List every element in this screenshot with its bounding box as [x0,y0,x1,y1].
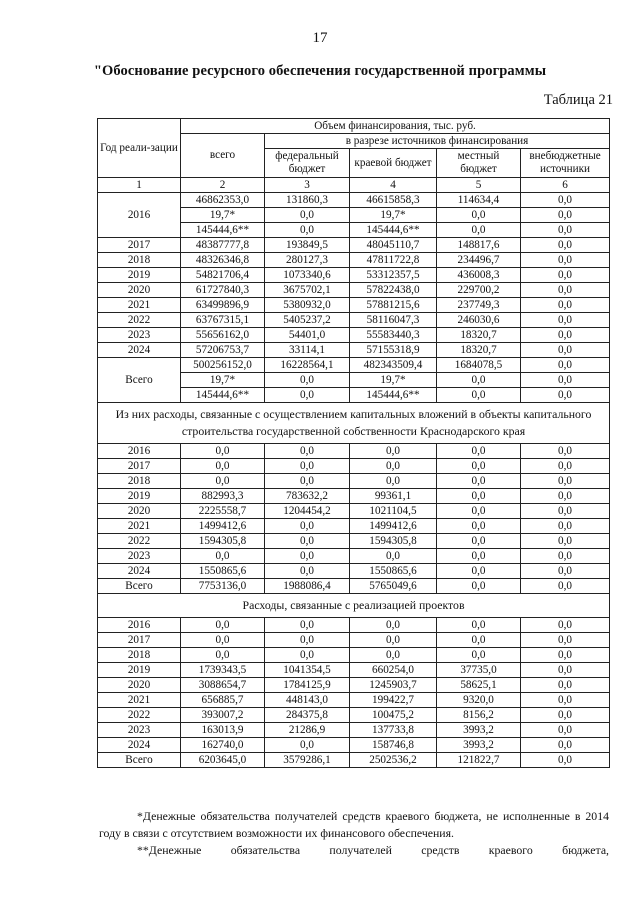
header-year: Год реали-зации [98,119,181,178]
regional-cell: 57822438,0 [350,283,437,298]
federal-cell: 5405237,2 [265,313,350,328]
federal-cell: 280127,3 [265,253,350,268]
extrabudget-cell: 0,0 [521,459,610,474]
total-cell: 54821706,4 [181,268,265,283]
total-cell: 63767315,1 [181,313,265,328]
local-cell: 0,0 [437,648,521,663]
total-cell: 19,7* [181,208,265,223]
extrabudget-cell: 0,0 [521,388,610,403]
table-row [98,328,610,343]
federal-cell: 0,0 [265,474,350,489]
table-row [98,489,610,504]
year-cell: 2016 [98,618,181,633]
federal-cell: 0,0 [265,534,350,549]
regional-cell: 0,0 [350,459,437,474]
federal-cell: 16228564,1 [265,358,350,373]
regional-cell: 46615858,3 [350,193,437,208]
extrabudget-cell: 0,0 [521,708,610,723]
year-cell: 2022 [98,313,181,328]
total-cell: 1550865,6 [181,564,265,579]
local-cell: 18320,7 [437,328,521,343]
federal-cell: 0,0 [265,388,350,403]
total-cell: 6203645,0 [181,753,265,768]
local-cell: 0,0 [437,223,521,238]
total-cell: 1739343,5 [181,663,265,678]
federal-cell: 33114,1 [265,343,350,358]
table-row [98,723,610,738]
table-row [98,444,610,459]
local-cell: 114634,4 [437,193,521,208]
federal-cell: 131860,3 [265,193,350,208]
header-funding: Объем финансирования, тыс. руб. [181,119,610,134]
total-cell: 55656162,0 [181,328,265,343]
year-cell: 2023 [98,549,181,564]
regional-cell: 660254,0 [350,663,437,678]
section-heading-row [98,403,610,444]
regional-cell: 145444,6** [350,388,437,403]
table-row [98,343,610,358]
year-cell: 2023 [98,723,181,738]
total-cell: 57206753,7 [181,343,265,358]
local-cell: 0,0 [437,388,521,403]
table-row [98,753,610,768]
total-cell: 2225558,7 [181,504,265,519]
local-cell: 234496,7 [437,253,521,268]
local-cell: 148817,6 [437,238,521,253]
year-cell: 2016 [98,193,181,238]
regional-cell: 0,0 [350,444,437,459]
extrabudget-cell: 0,0 [521,753,610,768]
regional-cell: 482343509,4 [350,358,437,373]
local-cell: 121822,7 [437,753,521,768]
local-cell: 0,0 [437,459,521,474]
total-cell: 3088654,7 [181,678,265,693]
table-row [98,564,610,579]
year-cell: 2021 [98,298,181,313]
table-row [98,193,610,208]
local-cell: 37735,0 [437,663,521,678]
year-cell: 2017 [98,459,181,474]
federal-cell: 5380932,0 [265,298,350,313]
year-cell: 2021 [98,693,181,708]
extrabudget-cell: 0,0 [521,328,610,343]
table-row [98,534,610,549]
regional-cell: 0,0 [350,633,437,648]
federal-cell: 54401,0 [265,328,350,343]
regional-cell: 0,0 [350,648,437,663]
local-cell: 0,0 [437,564,521,579]
total-cell: 46862353,0 [181,193,265,208]
extrabudget-cell: 0,0 [521,238,610,253]
table-row [98,313,610,328]
regional-cell: 57155318,9 [350,343,437,358]
regional-cell: 0,0 [350,549,437,564]
regional-cell: 1499412,6 [350,519,437,534]
extrabudget-cell: 0,0 [521,564,610,579]
year-cell: 2019 [98,663,181,678]
year-cell: 2020 [98,678,181,693]
funding-table-body [98,119,610,768]
year-cell: 2024 [98,738,181,753]
total-cell: 1594305,8 [181,534,265,549]
total-cell: 63499896,9 [181,298,265,313]
header-extrabudget: внебюджетные источники [521,149,610,178]
header-local: местный бюджет [437,149,521,178]
federal-cell: 0,0 [265,373,350,388]
year-cell: 2017 [98,633,181,648]
table-row [98,693,610,708]
year-cell: 2024 [98,343,181,358]
footnote-2: **Денежные обязательства получателей средств краевого бюджета, [137,843,609,857]
federal-cell: 0,0 [265,519,350,534]
extrabudget-cell: 0,0 [521,283,610,298]
federal-cell: 1041354,5 [265,663,350,678]
local-cell: 1684078,5 [437,358,521,373]
total-cell: 0,0 [181,618,265,633]
local-cell: 0,0 [437,474,521,489]
extrabudget-cell: 0,0 [521,534,610,549]
total-cell: 7753136,0 [181,579,265,594]
local-cell: 237749,3 [437,298,521,313]
total-cell: 0,0 [181,459,265,474]
extrabudget-cell: 0,0 [521,549,610,564]
header-total: всего [181,134,265,178]
table-row [98,738,610,753]
year-cell: 2018 [98,474,181,489]
year-cell: 2016 [98,444,181,459]
local-cell: 0,0 [437,579,521,594]
extrabudget-cell: 0,0 [521,663,610,678]
regional-cell: 19,7* [350,373,437,388]
year-cell: 2021 [98,519,181,534]
table-row [98,283,610,298]
regional-cell: 1245903,7 [350,678,437,693]
year-cell: 2019 [98,489,181,504]
extrabudget-cell: 0,0 [521,373,610,388]
federal-cell: 0,0 [265,444,350,459]
extrabudget-cell: 0,0 [521,343,610,358]
table-row [98,648,610,663]
federal-cell: 0,0 [265,208,350,223]
extrabudget-cell: 0,0 [521,358,610,373]
total-cell: 882993,3 [181,489,265,504]
regional-cell: 55583440,3 [350,328,437,343]
regional-cell: 1594305,8 [350,534,437,549]
regional-cell: 0,0 [350,474,437,489]
extrabudget-cell: 0,0 [521,208,610,223]
federal-cell: 1988086,4 [265,579,350,594]
extrabudget-cell: 0,0 [521,519,610,534]
local-cell: 18320,7 [437,343,521,358]
year-cell: 2017 [98,238,181,253]
local-cell: 0,0 [437,444,521,459]
year-cell: 2019 [98,268,181,283]
local-cell: 9320,0 [437,693,521,708]
extrabudget-cell: 0,0 [521,678,610,693]
total-cell: 0,0 [181,633,265,648]
total-cell: 163013,9 [181,723,265,738]
regional-cell: 199422,7 [350,693,437,708]
extrabudget-cell: 0,0 [521,633,610,648]
federal-cell: 1073340,6 [265,268,350,283]
column-number: 5 [437,178,521,193]
local-cell: 0,0 [437,549,521,564]
local-cell: 0,0 [437,519,521,534]
table-row [98,633,610,648]
regional-cell: 47811722,8 [350,253,437,268]
federal-cell: 0,0 [265,223,350,238]
local-cell: 0,0 [437,373,521,388]
year-cell: 2022 [98,534,181,549]
local-cell: 0,0 [437,633,521,648]
total-cell: 1499412,6 [181,519,265,534]
total-cell: 656885,7 [181,693,265,708]
local-cell: 58625,1 [437,678,521,693]
footnote-1: *Денежные обязательства получателей средств краевого бюджета, не исполненные в 2014 году в связи с отсутствием возможности их финансового обеспечения. [99,809,609,840]
total-cell: 0,0 [181,648,265,663]
year-cell: Всего [98,753,181,768]
extrabudget-cell: 0,0 [521,268,610,283]
extrabudget-cell: 0,0 [521,723,610,738]
extrabudget-cell: 0,0 [521,738,610,753]
extrabudget-cell: 0,0 [521,579,610,594]
federal-cell: 0,0 [265,648,350,663]
local-cell: 0,0 [437,208,521,223]
regional-cell: 145444,6** [350,223,437,238]
total-cell: 500256152,0 [181,358,265,373]
extrabudget-cell: 0,0 [521,618,610,633]
regional-cell: 1550865,6 [350,564,437,579]
local-cell: 0,0 [437,534,521,549]
regional-cell: 99361,1 [350,489,437,504]
local-cell: 0,0 [437,504,521,519]
header-by-source: в разрезе источников финансирования [265,134,610,149]
federal-cell: 0,0 [265,738,350,753]
regional-cell: 2502536,2 [350,753,437,768]
local-cell: 246030,6 [437,313,521,328]
total-cell: 145444,6** [181,223,265,238]
header-regional: краевой бюджет [350,149,437,178]
table-row [98,708,610,723]
federal-cell: 448143,0 [265,693,350,708]
regional-cell: 0,0 [350,618,437,633]
regional-cell: 53312357,5 [350,268,437,283]
federal-cell: 21286,9 [265,723,350,738]
table-row [98,579,610,594]
regional-cell: 5765049,6 [350,579,437,594]
total-cell: 61727840,3 [181,283,265,298]
year-cell: 2024 [98,564,181,579]
extrabudget-cell: 0,0 [521,474,610,489]
year-cell: 2018 [98,253,181,268]
local-cell: 0,0 [437,489,521,504]
local-cell: 3993,2 [437,723,521,738]
table-row [98,504,610,519]
header-federal: федеральный бюджет [265,149,350,178]
total-cell: 19,7* [181,373,265,388]
federal-cell: 0,0 [265,633,350,648]
year-cell: 2023 [98,328,181,343]
table-row [98,549,610,564]
federal-cell: 1784125,9 [265,678,350,693]
extrabudget-cell: 0,0 [521,504,610,519]
total-cell: 48387777,8 [181,238,265,253]
total-cell: 0,0 [181,444,265,459]
table-row [98,678,610,693]
year-cell: 2020 [98,283,181,298]
federal-cell: 284375,8 [265,708,350,723]
local-cell: 8156,2 [437,708,521,723]
federal-cell: 193849,5 [265,238,350,253]
regional-cell: 100475,2 [350,708,437,723]
federal-cell: 0,0 [265,564,350,579]
column-number: 1 [98,178,181,193]
local-cell: 0,0 [437,618,521,633]
column-number: 6 [521,178,610,193]
section-heading: Из них расходы, связанные с осуществлением капитальных вложений в объекты капитального строительства государственной собственности Краснодарского края [98,403,610,444]
table-row [98,519,610,534]
year-cell: Всего [98,579,181,594]
table-row [98,253,610,268]
regional-cell: 58116047,3 [350,313,437,328]
year-cell: 2018 [98,648,181,663]
total-cell: 145444,6** [181,388,265,403]
extrabudget-cell: 0,0 [521,693,610,708]
section-heading-row [98,594,610,618]
year-cell: Всего [98,358,181,403]
federal-cell: 0,0 [265,459,350,474]
funding-table [97,118,610,768]
federal-cell: 3675702,1 [265,283,350,298]
table-row [98,618,610,633]
extrabudget-cell: 0,0 [521,444,610,459]
table-row [98,238,610,253]
federal-cell: 0,0 [265,549,350,564]
extrabudget-cell: 0,0 [521,298,610,313]
federal-cell: 3579286,1 [265,753,350,768]
extrabudget-cell: 0,0 [521,489,610,504]
column-number: 2 [181,178,265,193]
column-number: 4 [350,178,437,193]
regional-cell: 158746,8 [350,738,437,753]
document-title: "Обоснование ресурсного обеспечения государственной программы [93,63,547,79]
total-cell: 162740,0 [181,738,265,753]
year-cell: 2022 [98,708,181,723]
extrabudget-cell: 0,0 [521,193,610,208]
regional-cell: 57881215,6 [350,298,437,313]
local-cell: 436008,3 [437,268,521,283]
table-row [98,474,610,489]
total-cell: 0,0 [181,474,265,489]
extrabudget-cell: 0,0 [521,223,610,238]
extrabudget-cell: 0,0 [521,648,610,663]
federal-cell: 783632,2 [265,489,350,504]
local-cell: 229700,2 [437,283,521,298]
section-heading: Расходы, связанные с реализацией проектов [98,594,610,618]
table-row [98,459,610,474]
year-cell: 2020 [98,504,181,519]
table-row [98,663,610,678]
extrabudget-cell: 0,0 [521,313,610,328]
extrabudget-cell: 0,0 [521,253,610,268]
table-caption: Таблица 21 [543,92,613,108]
total-cell: 48326346,8 [181,253,265,268]
regional-cell: 1021104,5 [350,504,437,519]
regional-cell: 137733,8 [350,723,437,738]
table-row [98,358,610,373]
table-row [98,298,610,313]
footnotes [99,808,609,859]
table-row [98,268,610,283]
federal-cell: 1204454,2 [265,504,350,519]
federal-cell: 0,0 [265,618,350,633]
regional-cell: 48045110,7 [350,238,437,253]
local-cell: 3993,2 [437,738,521,753]
total-cell: 393007,2 [181,708,265,723]
regional-cell: 19,7* [350,208,437,223]
column-number-row [98,178,610,193]
page-number: 17 [312,30,328,46]
total-cell: 0,0 [181,549,265,564]
column-number: 3 [265,178,350,193]
